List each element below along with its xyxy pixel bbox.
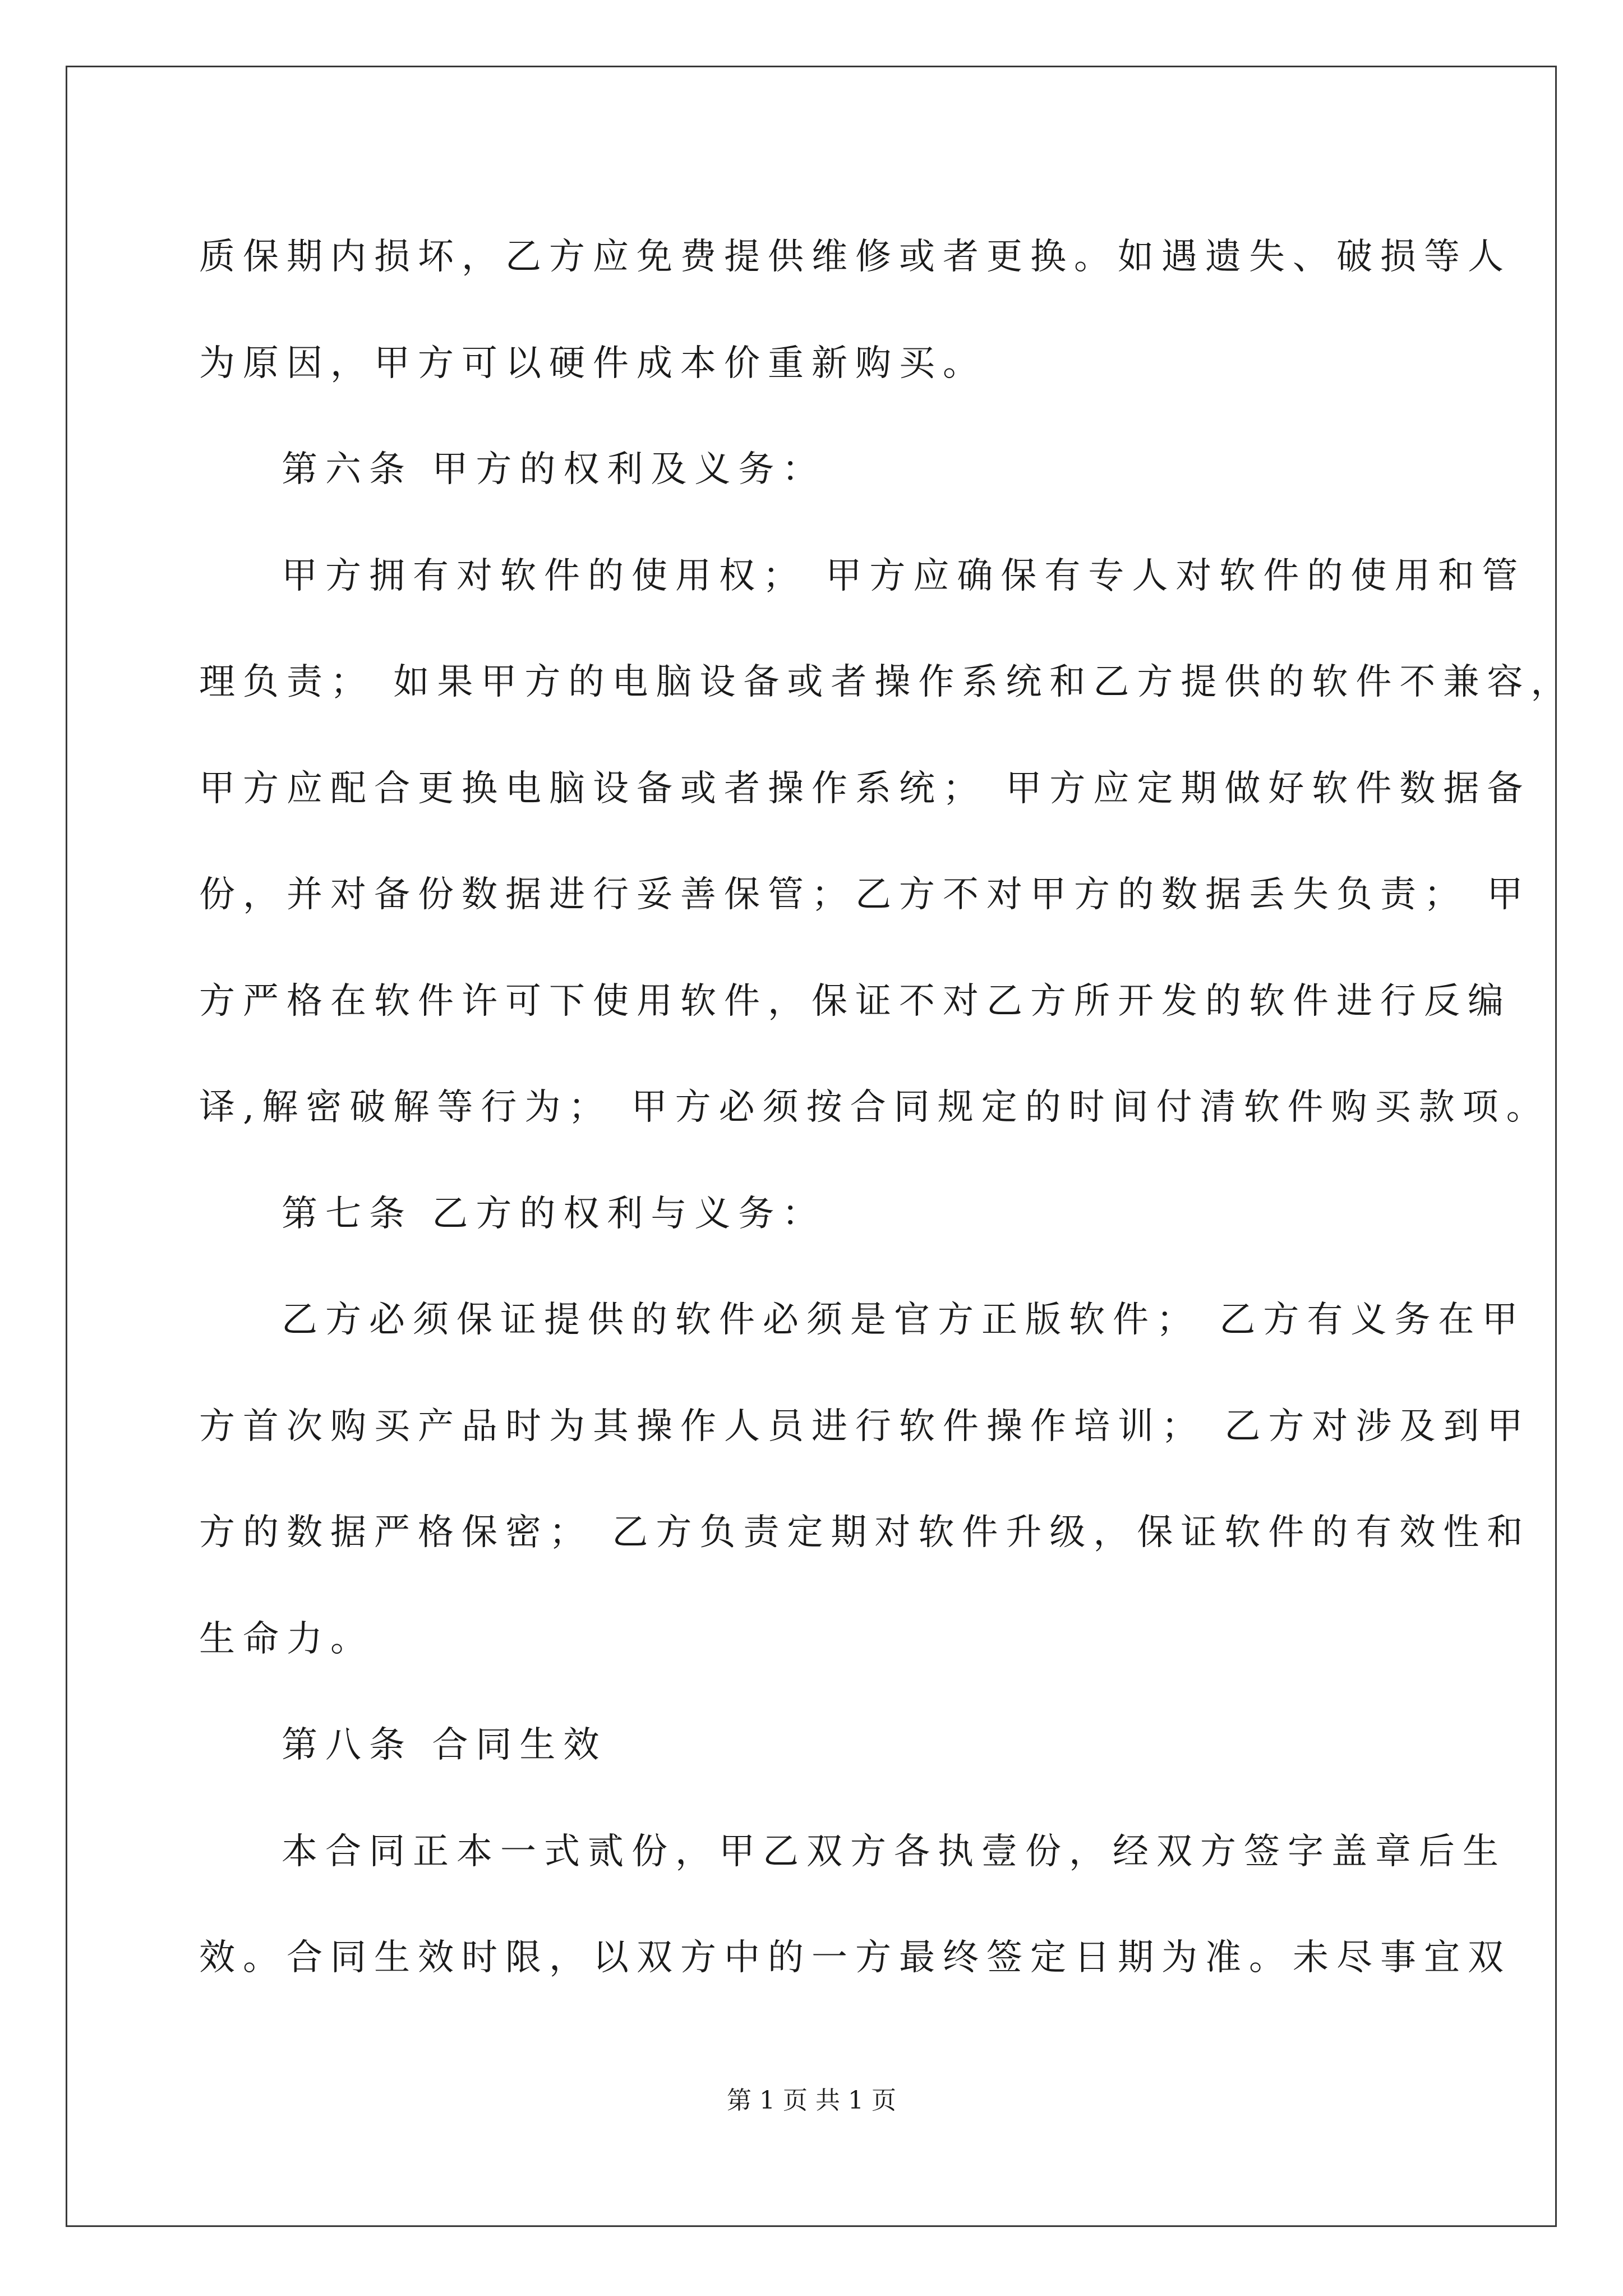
body-text-line: 方严格在软件许可下使用软件，保证不对乙方所开发的软件进行反编 [199, 981, 1511, 1022]
page-border [66, 66, 1557, 2227]
body-text-line: 译,解密破解等行为； 甲方必须按合同规定的时间付清软件购买款项。 [199, 1087, 1550, 1128]
body-text-line: 效。合同生效时限，以双方中的一方最终签定日期为准。未尽事宜双 [199, 1937, 1511, 1978]
body-text-line: 甲方应配合更换电脑设备或者操作系统； 甲方应定期做好软件数据备 [199, 768, 1531, 809]
section-heading-8: 第八条 合同生效 [282, 1724, 607, 1766]
body-text-line: 生命力。 [199, 1618, 374, 1660]
section-heading-6: 第六条 甲方的权利及义务： [282, 449, 826, 490]
body-text-line: 方的数据严格保密； 乙方负责定期对软件升级，保证软件的有效性和 [199, 1512, 1531, 1553]
body-text-line: 质保期内损坏，乙方应免费提供维修或者更换。如遇遗失、破损等人 [199, 236, 1511, 278]
body-text-line: 方首次购买产品时为其操作人员进行软件操作培训； 乙方对涉及到甲 [199, 1406, 1531, 1447]
body-text-line: 甲方拥有对软件的使用权； 甲方应确保有专人对软件的使用和管 [282, 555, 1526, 597]
section-heading-7: 第七条 乙方的权利与义务： [282, 1193, 826, 1235]
body-text-line: 份，并对备份数据进行妥善保管；乙方不对甲方的数据丢失负责； 甲 [199, 874, 1531, 915]
body-text-line: 乙方必须保证提供的软件必须是官方正版软件； 乙方有义务在甲 [282, 1299, 1526, 1341]
body-text-line: 理负责； 如果甲方的电脑设备或者操作系统和乙方提供的软件不兼容， [199, 661, 1575, 703]
body-text-line: 本合同正本一式贰份，甲乙双方各执壹份，经双方签字盖章后生 [282, 1831, 1506, 1872]
body-text-line: 为原因，甲方可以硬件成本价重新购买。 [199, 343, 986, 384]
page-number-footer: 第 1 页 共 1 页 [727, 2086, 896, 2115]
